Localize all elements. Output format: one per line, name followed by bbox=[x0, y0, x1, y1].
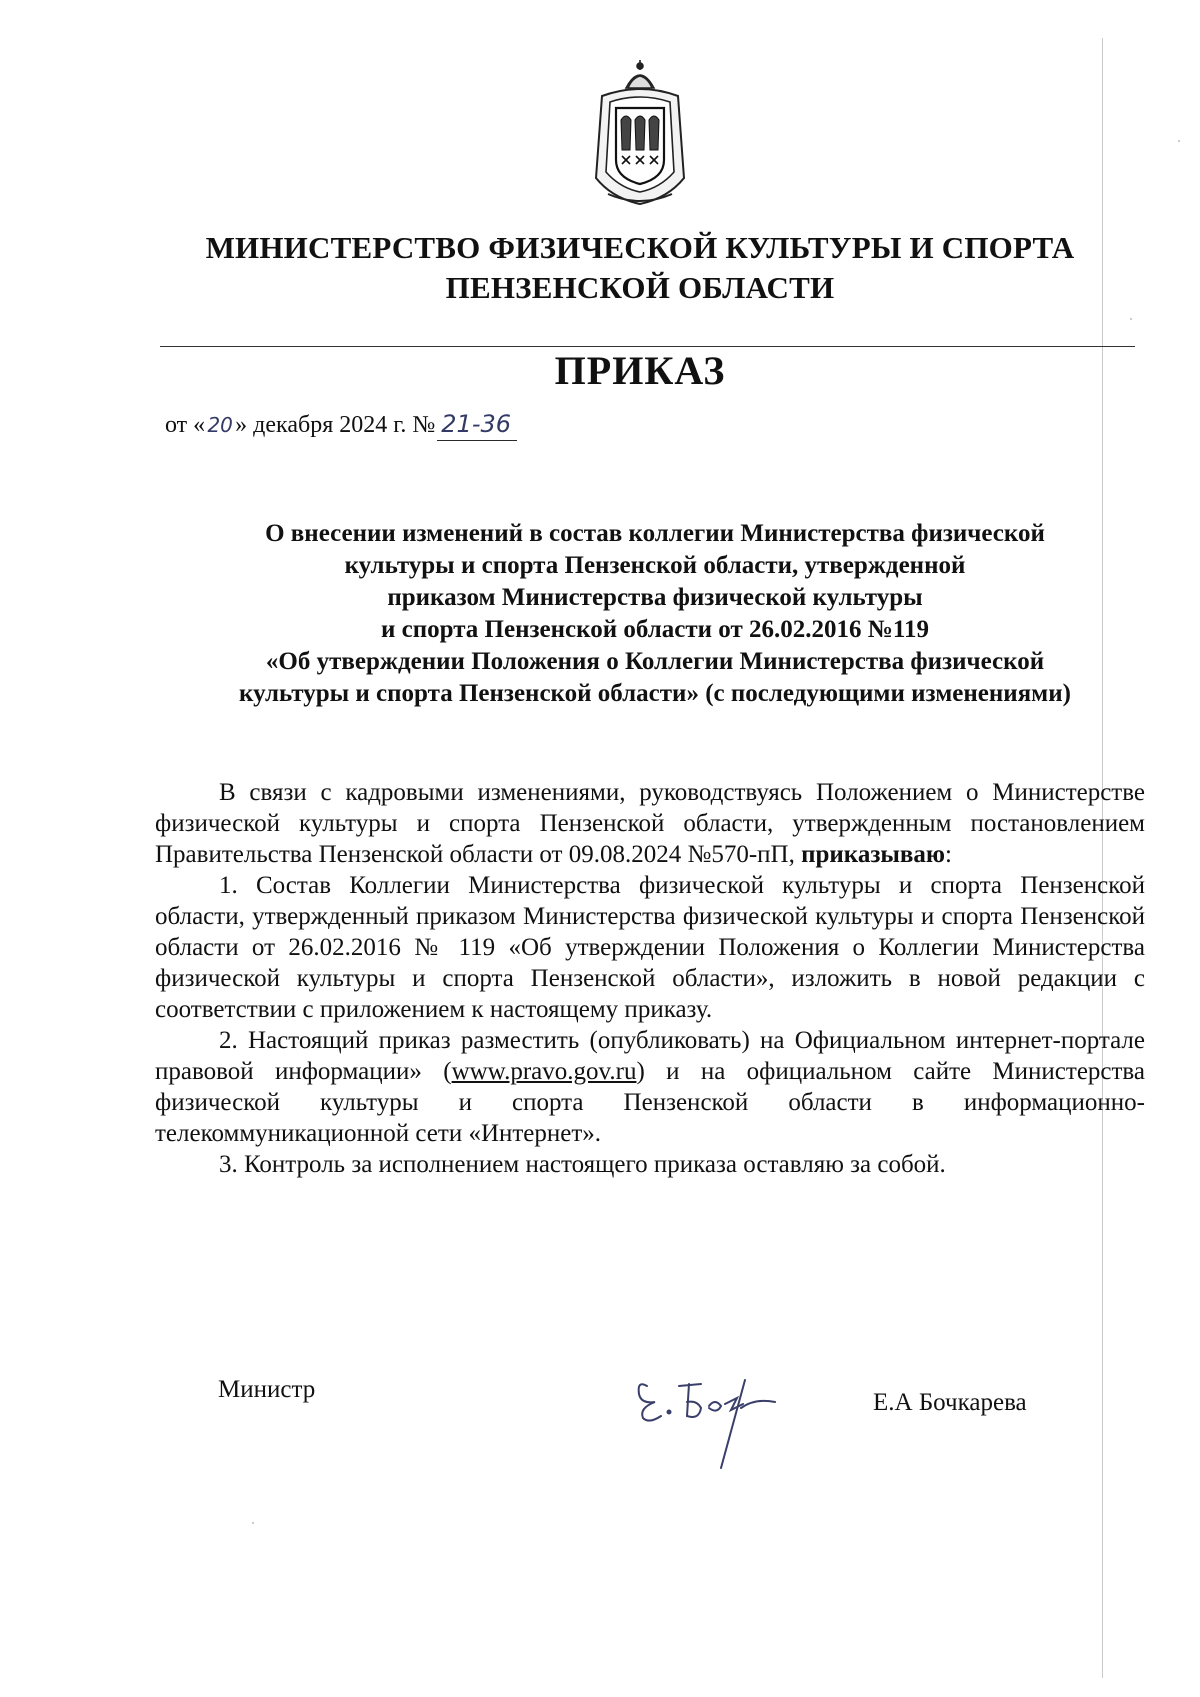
pravo-gov-link[interactable]: www.pravo.gov.ru bbox=[451, 1058, 637, 1085]
order-date-prefix: от « bbox=[165, 412, 206, 438]
signatory-title: Министр bbox=[218, 1376, 316, 1403]
subject-line: О внесении изменений в состав коллегии Министерства физической bbox=[265, 520, 1045, 547]
order-body bbox=[155, 777, 1145, 1180]
scan-speck bbox=[1130, 318, 1132, 320]
ministry-title bbox=[150, 228, 1130, 308]
preamble-suffix: : bbox=[945, 841, 952, 868]
subject-line: «Об утверждении Положения о Коллегии Министерства физической bbox=[265, 648, 1045, 675]
scan-speck bbox=[252, 1522, 254, 1524]
order-day-handwritten: 20 bbox=[207, 413, 233, 437]
order-item-1: 1. Состав Коллегии Министерства физической культуры и спорта Пензенской области, утвержденный приказом Министерства физической культуры и спорта Пензенской области от 26.02.2016 № 119 «Об утверждении Положения о Коллегии Министерства физической культуры и спорта Пензенской области», изложить в новой редакции с соответствии с приложением к настоящему приказу. bbox=[155, 872, 1145, 1023]
subject-line: приказом Министерства физической культуры bbox=[387, 584, 923, 611]
order-subject bbox=[175, 518, 1135, 710]
subject-line: и спорта Пензенской области от 26.02.2016 №119 bbox=[380, 616, 929, 643]
order-item-3: 3. Контроль за исполнением настоящего приказа оставляю за собой. bbox=[219, 1151, 946, 1178]
order-date-middle: » декабря 2024 г. № bbox=[235, 412, 436, 438]
ministry-title-line2: ПЕНЗЕНСКОЙ ОБЛАСТИ bbox=[445, 270, 835, 305]
preamble-emphasis: приказываю bbox=[801, 841, 946, 868]
order-number-handwritten: 21-36 bbox=[437, 408, 517, 441]
scan-speck bbox=[1178, 140, 1180, 142]
handwritten-signature-icon bbox=[625, 1350, 795, 1470]
subject-line: культуры и спорта Пензенской области» (с последующими изменениями) bbox=[239, 680, 1071, 707]
preamble-paragraph bbox=[155, 777, 1145, 870]
document-type-heading: ПРИКАЗ bbox=[554, 348, 726, 393]
item2-text-after-link: ) и на официальном сайте Министерства физической культуры и спорта Пензенской области в информационно-телекоммуникационной сети «Интернет». bbox=[155, 1058, 1146, 1147]
header-divider bbox=[160, 346, 1135, 347]
signatory-name: Е.А Бочкарева bbox=[873, 1389, 1027, 1416]
item2-text-before-link: 2. Настоящий приказ разместить (опубликовать) на Официальном интернет-портале правовой информации» ( bbox=[155, 1027, 1145, 1085]
order-item-2 bbox=[155, 1025, 1145, 1149]
penza-coat-of-arms-icon bbox=[588, 58, 692, 208]
preamble-text: В связи с кадровыми изменениями, руководствуясь Положением о Министерстве физической культуры и спорта Пензенской области, утвержденным постановлением Правительства Пензенской области от 09.08.2024 №570-пП, bbox=[155, 779, 1145, 868]
order-date-number-line bbox=[165, 408, 517, 441]
ministry-title-line1: МИНИСТЕРСТВО ФИЗИЧЕСКОЙ КУЛЬТУРЫ И СПОРТА bbox=[205, 230, 1075, 265]
subject-line: культуры и спорта Пензенской области, утвержденной bbox=[344, 552, 966, 579]
